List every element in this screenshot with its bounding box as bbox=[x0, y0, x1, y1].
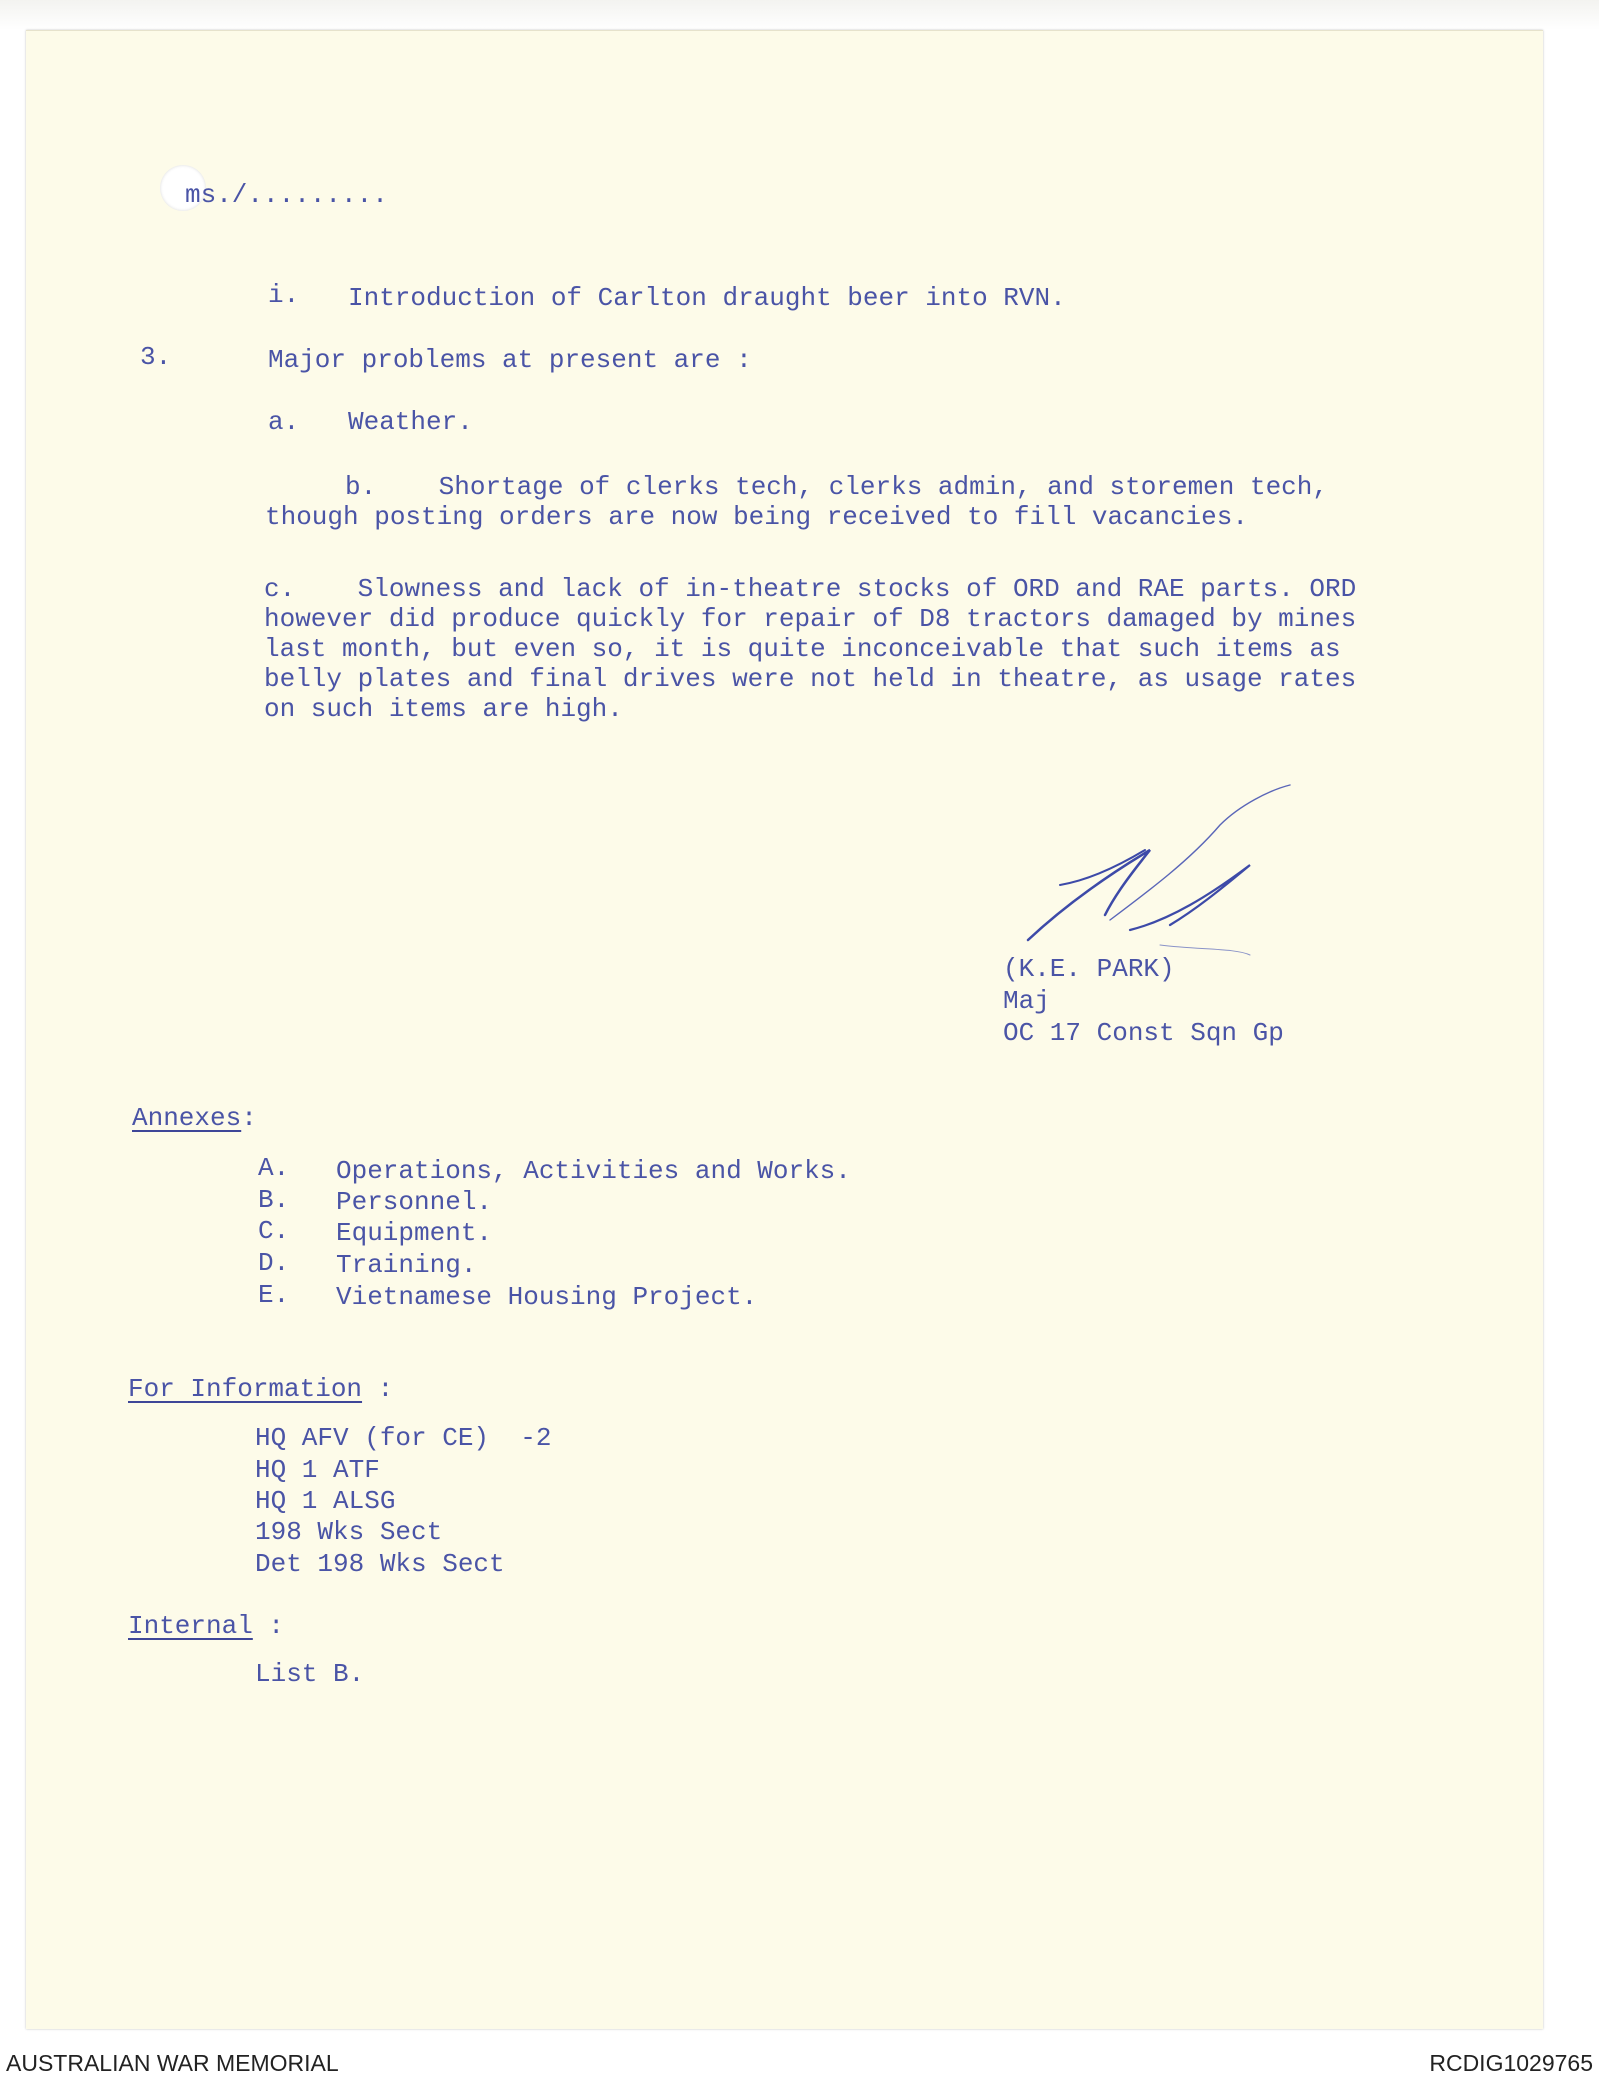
scan-top-strip bbox=[0, 0, 1599, 30]
item-c-text: Slowness and lack of in-theatre stocks of ORD and RAE parts. ORD however did produce quickly for repair of D8 tractors damaged by mines last month, but even so, it is quite inconceivable that such items as belly plates and final drives were not held in theatre, as usage rates on such items are high. bbox=[264, 574, 1357, 724]
for-information-heading-text: For Information bbox=[128, 1374, 363, 1404]
annex-b-letter: B. bbox=[258, 1185, 290, 1215]
item-a-marker: a. bbox=[268, 407, 300, 437]
footer-archive-name: AUSTRALIAN WAR MEMORIAL bbox=[6, 2050, 339, 2076]
item-a-text: Weather. bbox=[348, 407, 473, 437]
signatory-appointment: OC 17 Const Sqn Gp bbox=[1003, 1018, 1284, 1048]
item-b-marker: b. bbox=[345, 472, 377, 502]
annex-c-text: Equipment. bbox=[336, 1218, 493, 1248]
item-i-marker: i. bbox=[268, 280, 300, 310]
annex-a-text: Operations, Activities and Works. bbox=[336, 1156, 851, 1186]
signatory-name: (K.E. PARK) bbox=[1003, 954, 1175, 984]
item-b-text: Shortage of clerks tech, clerks admin, and storemen tech, though posting orders are now being received to fill vacancies. bbox=[265, 472, 1328, 532]
distribution-item: 198 Wks Sect bbox=[255, 1517, 443, 1547]
distribution-item: HQ 1 ATF bbox=[255, 1455, 380, 1485]
annex-c-letter: C. bbox=[258, 1216, 290, 1246]
distribution-item: HQ AFV (for CE) -2 bbox=[255, 1423, 552, 1453]
distribution-item: HQ 1 ALSG bbox=[255, 1486, 396, 1516]
annex-d-text: Training. bbox=[336, 1250, 477, 1280]
for-information-heading-colon: : bbox=[362, 1374, 394, 1404]
signatory-rank: Maj bbox=[1003, 986, 1050, 1016]
footer-record-id: RCDIG1029765 bbox=[1429, 2050, 1593, 2076]
internal-heading-text: Internal bbox=[128, 1611, 253, 1641]
annexes-heading-text: Annexes bbox=[132, 1103, 242, 1133]
annex-d-letter: D. bbox=[258, 1248, 290, 1278]
handwritten-signature bbox=[1020, 770, 1320, 970]
internal-item: List B. bbox=[255, 1659, 365, 1689]
annex-e-letter: E. bbox=[258, 1280, 290, 1310]
annex-b-text: Personnel. bbox=[336, 1187, 493, 1217]
annexes-heading bbox=[132, 1103, 257, 1134]
section-number: 3. bbox=[140, 342, 172, 372]
item-b-paragraph bbox=[265, 472, 1390, 532]
internal-heading-colon: : bbox=[252, 1611, 285, 1641]
annex-a-letter: A. bbox=[258, 1153, 290, 1183]
annexes-heading-colon: : bbox=[241, 1103, 257, 1133]
section-heading: Major problems at present are : bbox=[268, 345, 752, 375]
document-page bbox=[26, 30, 1543, 2029]
item-c-paragraph bbox=[264, 574, 1389, 724]
for-information-heading bbox=[128, 1374, 393, 1405]
item-c-marker: c. bbox=[264, 574, 296, 604]
distribution-item: Det 198 Wks Sect bbox=[255, 1549, 505, 1579]
header-reference: ms./......... bbox=[185, 180, 388, 210]
item-i-text: Introduction of Carlton draught beer into RVN. bbox=[348, 283, 1066, 313]
internal-heading bbox=[128, 1611, 284, 1642]
annex-e-text: Vietnamese Housing Project. bbox=[336, 1282, 758, 1312]
